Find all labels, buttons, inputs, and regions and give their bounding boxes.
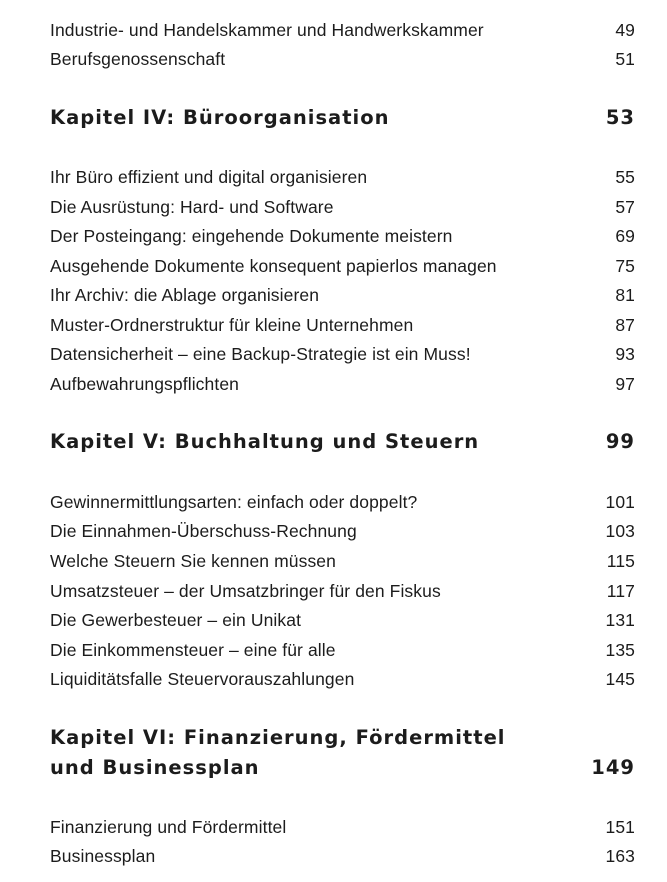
entry-title: Ihr Archiv: die Ablage organisieren	[50, 285, 320, 305]
chapter-title: Kapitel IV: Büroorganisation	[50, 106, 390, 129]
entry-page: 103	[605, 521, 635, 541]
entry-page: 163	[605, 846, 635, 866]
entry-title: Umsatzsteuer – der Umsatzbringer für den Fiskus	[50, 581, 441, 601]
entry-page: 131	[605, 610, 635, 630]
toc-entry	[50, 196, 635, 218]
toc-entry	[50, 314, 635, 336]
toc-entry	[50, 609, 635, 631]
entry-page: 117	[606, 581, 635, 601]
toc-entry	[50, 255, 635, 277]
chapter-title: Kapitel VI: Finanzierung, Fördermittel und Businessplan	[50, 726, 506, 779]
entry-title: Die Ausrüstung: Hard- und Software	[50, 197, 334, 217]
entry-title: Businessplan	[50, 846, 156, 866]
entry-page: 87	[615, 315, 635, 335]
toc-entry	[50, 343, 635, 365]
entry-title: Berufsgenossenschaft	[50, 49, 226, 69]
entry-page: 55	[615, 167, 635, 187]
entry-page: 135	[605, 640, 635, 660]
chapter-heading-6	[50, 723, 635, 783]
entry-page: 81	[615, 285, 635, 305]
chapter-heading-5	[50, 427, 635, 457]
toc-entry	[50, 639, 635, 661]
entry-title: Muster-Ordnerstruktur für kleine Unternehmen	[50, 315, 414, 335]
entry-title: Finanzierung und Fördermittel	[50, 817, 287, 837]
entry-title: Der Posteingang: eingehende Dokumente meistern	[50, 226, 453, 246]
entry-title: Datensicherheit – eine Backup-Strategie ist ein Muss!	[50, 344, 471, 364]
toc-entry	[50, 550, 635, 572]
entry-page: 57	[615, 197, 635, 217]
entry-page: 101	[605, 492, 635, 512]
entry-title: Gewinnermittlungsarten: einfach oder doppelt?	[50, 492, 418, 512]
toc-entry	[50, 520, 635, 542]
toc-entry	[50, 166, 635, 188]
entry-page: 51	[615, 49, 635, 69]
toc-entry	[50, 816, 635, 838]
toc-entry	[50, 225, 635, 247]
chapter-heading-4	[50, 103, 635, 133]
entry-title: Liquiditätsfalle Steuervorauszahlungen	[50, 669, 355, 689]
entry-page: 115	[606, 551, 635, 571]
toc-entry	[50, 491, 635, 513]
toc-entry	[50, 668, 635, 690]
toc-entry	[50, 580, 635, 602]
entry-title: Ausgehende Dokumente konsequent papierlos managen	[50, 256, 497, 276]
chapter-title: Kapitel V: Buchhaltung und Steuern	[50, 430, 480, 453]
chapter-page: 53	[605, 106, 635, 129]
entry-title: Die Gewerbesteuer – ein Unikat	[50, 610, 302, 630]
toc-entry	[50, 19, 635, 41]
toc-entry	[50, 845, 635, 867]
entry-title: Industrie- und Handelskammer und Handwerkskammer	[50, 20, 484, 40]
entry-page: 49	[615, 20, 635, 40]
entry-page: 75	[615, 256, 635, 276]
entry-title: Die Einnahmen-Überschuss-Rechnung	[50, 521, 357, 541]
entry-title: Aufbewahrungspflichten	[50, 374, 239, 394]
entry-page: 97	[615, 374, 635, 394]
entry-title: Welche Steuern Sie kennen müssen	[50, 551, 336, 571]
entry-page: 145	[605, 669, 635, 689]
chapter-page: 149	[591, 756, 635, 779]
entry-page: 93	[615, 344, 635, 364]
entry-title: Ihr Büro effizient und digital organisieren	[50, 167, 368, 187]
toc-entry	[50, 48, 635, 70]
toc-entry	[50, 373, 635, 395]
entry-title: Die Einkommensteuer – eine für alle	[50, 640, 336, 660]
toc-entry	[50, 284, 635, 306]
chapter-page: 99	[605, 430, 635, 453]
entry-page: 69	[615, 226, 635, 246]
entry-page: 151	[605, 817, 635, 837]
